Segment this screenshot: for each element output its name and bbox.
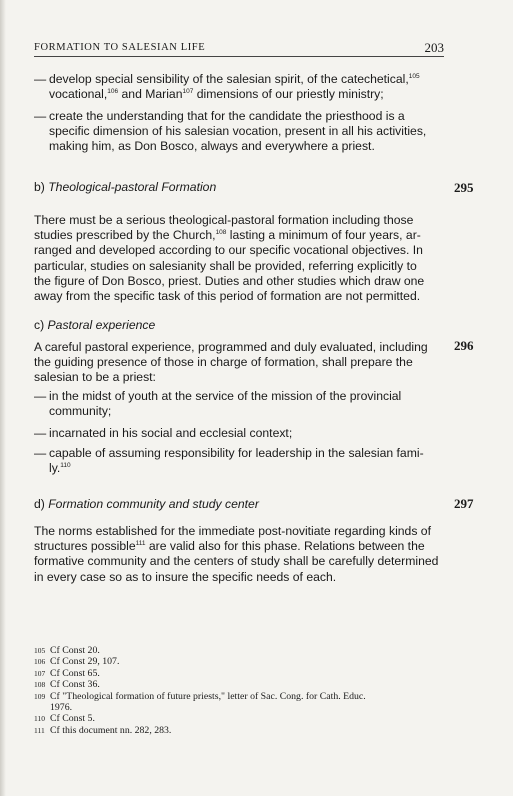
paragraph [34, 340, 444, 386]
header-rule [34, 56, 444, 57]
list-item-text: develop special sensibility of the salesian spirit, of the catechetical, [49, 72, 409, 86]
line-text: are valid also for this phase. Relations between the [145, 539, 425, 554]
line-text: ly. [49, 461, 61, 476]
footnote-text: Cf Const 65. [50, 667, 100, 679]
list-item-text: vocational, [49, 87, 108, 102]
list-item-text: making him, as Don Bosco, always and everywhere a priest. [49, 139, 375, 154]
footnote-number: 105 [34, 646, 46, 655]
page-number: 203 [424, 40, 444, 55]
section-letter: c) [34, 318, 48, 332]
dash-marker: — [34, 446, 47, 460]
dash-marker: — [34, 109, 47, 123]
line-text: studies prescribed by the Church, [34, 228, 216, 243]
paragraph-line: A careful pastoral experience, programmed and duly evaluated, including [34, 340, 428, 354]
margin-paragraph-number: 295 [454, 180, 474, 195]
footnote-ref: 110 [60, 462, 71, 470]
dash-marker: — [34, 72, 47, 86]
dash-marker: — [34, 426, 47, 440]
list-item-text: dimensions of our priestly ministry; [193, 87, 384, 102]
section-heading [34, 497, 434, 512]
section-title: Formation community and study center [48, 497, 259, 511]
footnote [34, 668, 454, 679]
page-gutter-shadow [0, 0, 6, 796]
footnote-text: Cf "Theological formation of future priests," letter of Sac. Cong. for Cath. Educ. [50, 690, 366, 702]
footnote-ref: 106 [107, 88, 119, 96]
footnote-number: 108 [34, 680, 46, 690]
line-text: structures possible [34, 539, 136, 554]
margin-paragraph-number: 297 [454, 496, 474, 511]
footnote-number: 109 [34, 691, 46, 701]
list-item-text: capable of assuming responsibility for leadership in the salesian fami- [49, 446, 424, 460]
section-letter: b) [34, 180, 49, 194]
running-head: FORMATION TO SALESIAN LIFE [34, 42, 206, 53]
paragraph-line: salesian to be a priest: [34, 370, 156, 385]
paragraph-line [34, 539, 444, 554]
paragraph-line: the figure of Don Bosco, priest. Duties and other studies which draw one [34, 273, 425, 288]
list-item-text: in the midst of youth at the service of the mission of the provincial [49, 389, 402, 403]
footnote-text: Cf Const 5. [50, 713, 95, 725]
footnote-ref: 108 [215, 229, 227, 237]
paragraph [34, 524, 444, 585]
section-heading [34, 180, 434, 195]
footnote [34, 656, 454, 667]
paragraph-line: away from the specific task of this period of formation are not permitted. [34, 289, 421, 304]
footnotes [34, 645, 454, 736]
footnote [34, 645, 454, 656]
list-item-text: incarnated in his social and ecclesial context; [49, 426, 293, 440]
paragraph-line [34, 228, 444, 243]
list-item-text: create the understanding that for the candidate the priesthood is a [49, 109, 405, 123]
margin-paragraph-number: 296 [454, 338, 474, 353]
footnote-ref: 107 [182, 88, 194, 96]
paragraph-line: formative community and the centers of study shall be carefully determined [34, 554, 439, 569]
paragraph-line: There must be a serious theological-pastoral formation including those [34, 213, 414, 227]
list-item-text: community; [49, 404, 112, 419]
line-text: lasting a minimum of four years, ar- [226, 228, 421, 243]
footnote-text: Cf Const 20. [50, 645, 100, 656]
paragraph [34, 213, 444, 304]
paragraph-line: The norms established for the immediate post-novitiate regarding kinds of [34, 524, 431, 538]
paragraph-line: particular, studies on salesianity shall be provided, referring explicitly to [34, 258, 417, 273]
footnote-continuation: 1976. [50, 702, 73, 714]
list-item-text: and Marian [118, 87, 183, 102]
dash-marker: — [34, 389, 47, 403]
section-letter: d) [34, 497, 49, 511]
list-item-text: specific dimension of his salesian vocation, present in all his activities, [49, 124, 427, 139]
footnote [34, 691, 454, 702]
footnote-number: 111 [34, 725, 45, 735]
footnote-text: Cf this document nn. 282, 283. [50, 724, 172, 736]
paragraph-line: in every case so as to insure the specific needs of each. [34, 569, 337, 584]
list-item-text [49, 461, 442, 476]
footnote-number: 107 [34, 668, 46, 678]
paragraph-line: the guiding presence of those in charge of formation, shall prepare the [34, 355, 413, 370]
footnote-text: Cf Const 29, 107. [50, 656, 120, 668]
footnote-number: 110 [34, 714, 45, 724]
section-title: Theological-pastoral Formation [48, 180, 217, 194]
paragraph-line: ranged and developed according to our specific vocational objectives. In [34, 243, 423, 258]
footnote [34, 679, 454, 690]
section-title: Pastoral experience [47, 318, 156, 332]
footnote [34, 713, 454, 724]
footnote-ref: 105 [408, 72, 420, 80]
footnote-ref: 111 [135, 540, 146, 548]
footnote-text: Cf Const 36. [50, 679, 100, 691]
section-heading [34, 318, 434, 333]
footnote [34, 725, 454, 736]
footnote-number: 106 [34, 657, 46, 667]
